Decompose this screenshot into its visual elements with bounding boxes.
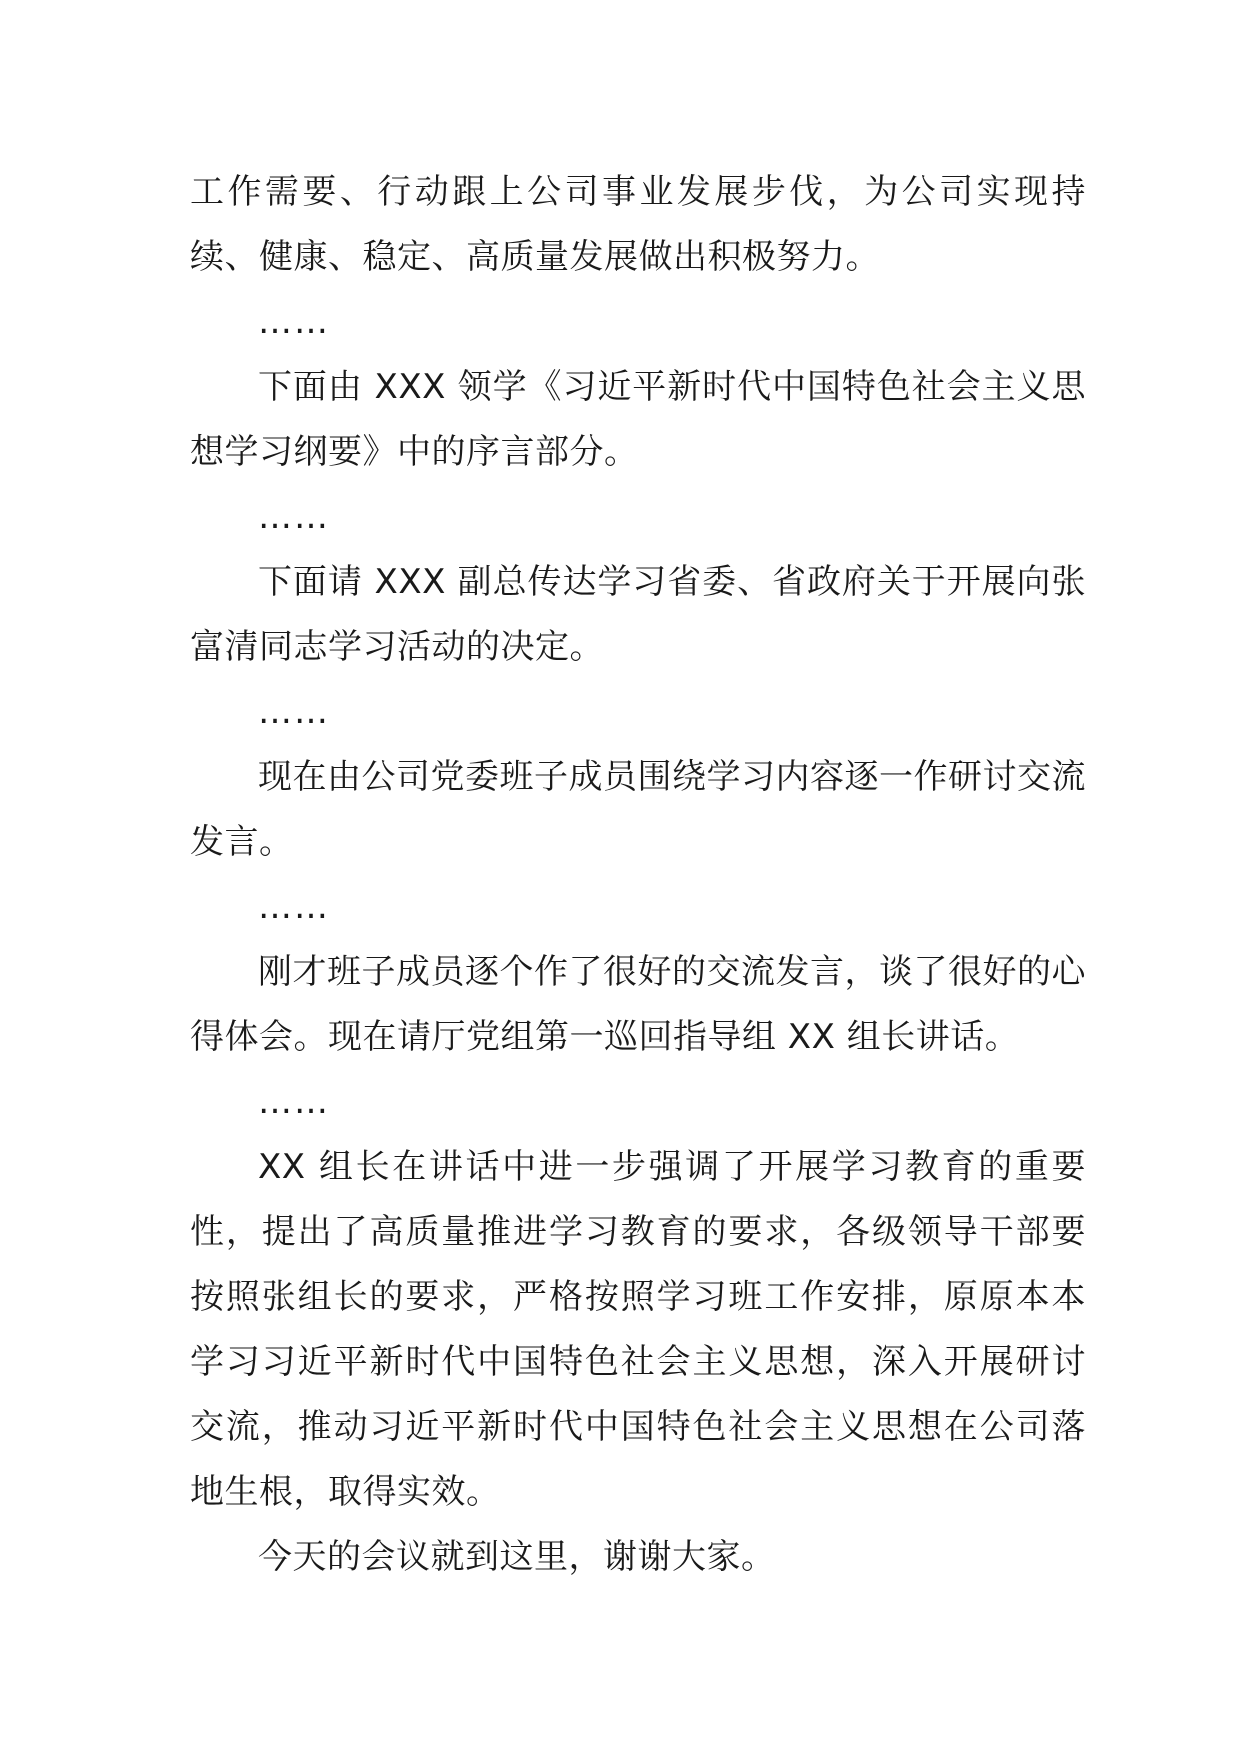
- paragraph-convey-decision: 下面请 XXX 副总传达学习省委、省政府关于开展向张富清同志学习活动的决定。: [190, 562, 1086, 667]
- ellipsis-marker: ……: [258, 692, 330, 732]
- ellipsis-marker: ……: [258, 1082, 330, 1122]
- paragraph-leader-speech: 刚才班子成员逐个作了很好的交流发言，谈了很好的心得体会。现在请厅党组第一巡回指导组 XX 组长讲话。: [190, 952, 1086, 1057]
- ellipsis-marker: ……: [258, 302, 330, 342]
- paragraph-lead-study: 下面由 XXX 领学《习近平新时代中国特色社会主义思想学习纲要》中的序言部分。: [190, 367, 1086, 472]
- ellipsis-marker: ……: [258, 497, 330, 537]
- paragraph-discussion: 现在由公司党委班子成员围绕学习内容逐一作研讨交流发言。: [190, 757, 1086, 862]
- ellipsis-marker: ……: [258, 887, 330, 927]
- document-body: [190, 160, 1086, 1590]
- paragraph-continuation: 工作需要、行动跟上公司事业发展步伐，为公司实现持续、健康、稳定、高质量发展做出积极努力。: [190, 172, 1086, 277]
- paragraph-summary: XX 组长在讲话中进一步强调了开展学习教育的重要性，提出了高质量推进学习教育的要求，各级领导干部要按照张组长的要求，严格按照学习班工作安排，原原本本学习习近平新时代中国特色社会主义思想，深入开展研讨交流，推动习近平新时代中国特色社会主义思想在公司落地生根，取得实效。: [190, 1147, 1086, 1512]
- paragraph-closing: 今天的会议就到这里，谢谢大家。: [258, 1537, 776, 1577]
